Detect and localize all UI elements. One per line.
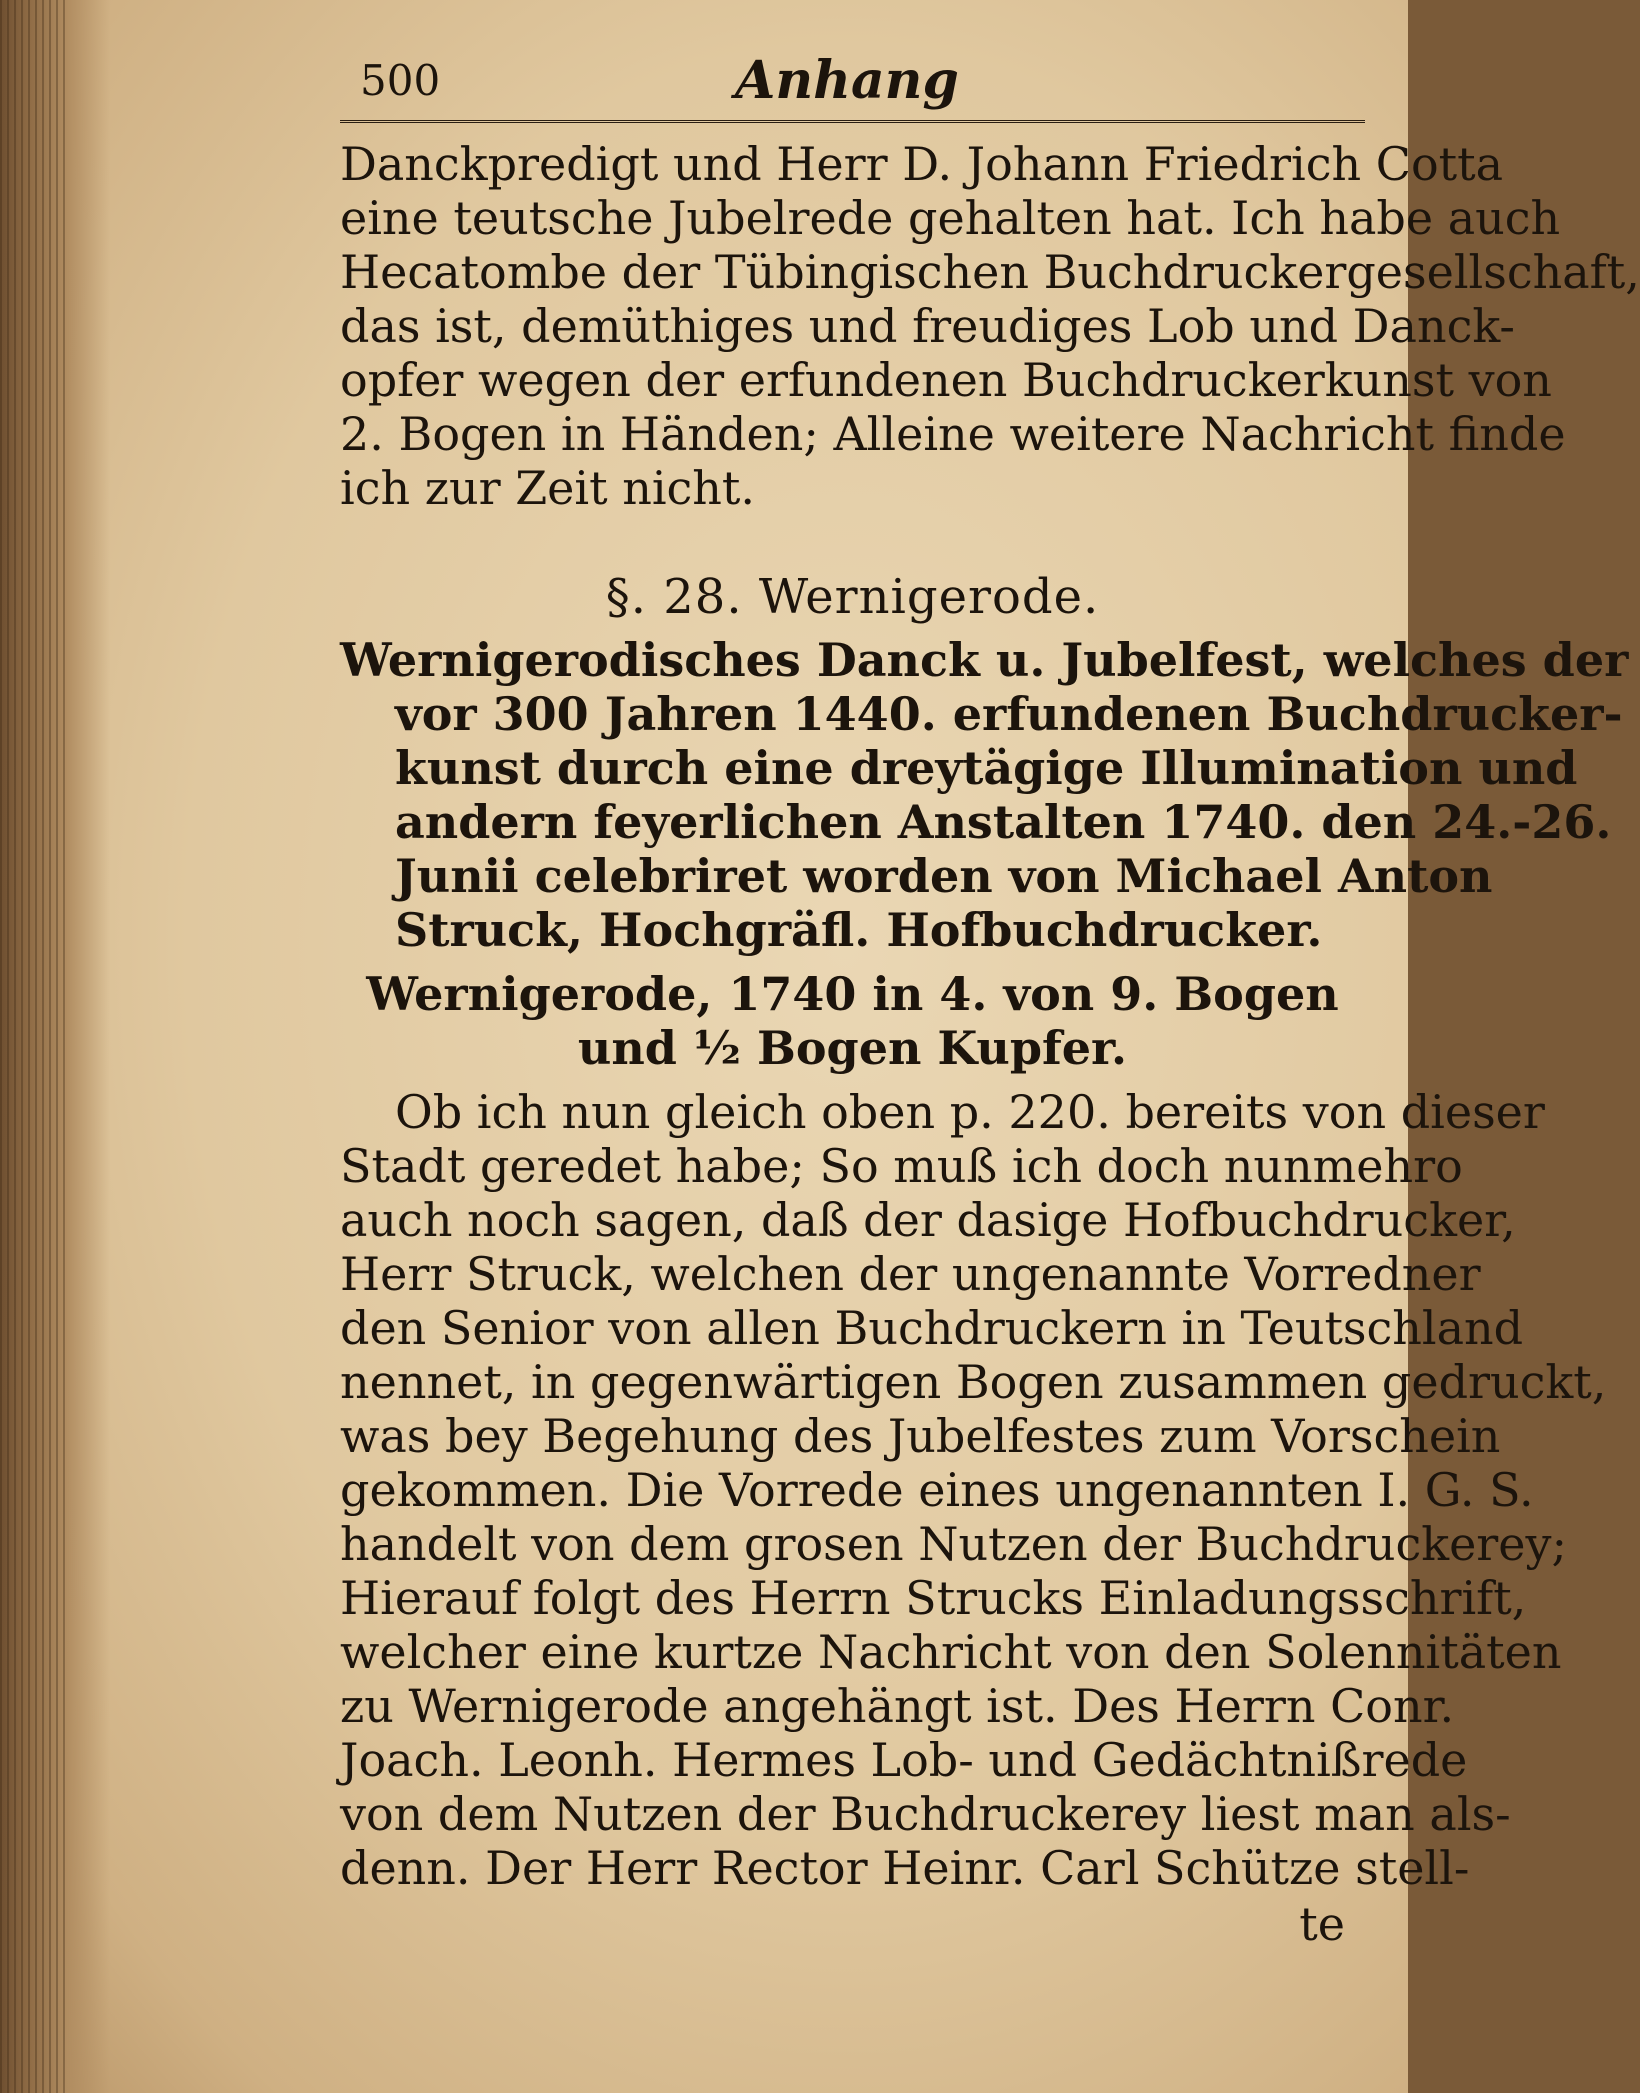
text-line: Ob ich nun gleich oben p. 220. bereits von dieser [395,1085,1545,1139]
title-line: Wernigerodisches Danck u. Jubelfest, welches der [340,633,1629,687]
title-entry [340,633,1629,957]
text-line: eine teutsche Jubelrede gehalten hat. Ich habe auch [340,191,1561,245]
text-line: Stadt geredet habe; So muß ich doch nunmehro [340,1139,1463,1193]
text-line: Hierauf folgt des Herrn Strucks Einladungsschrift, [340,1571,1527,1625]
text-line: das ist, demüthiges und freudiges Lob und Danck- [340,299,1515,353]
text-line: gekommen. Die Vorrede eines ungenannten I. G. S. [340,1463,1534,1517]
section-heading: §. 28. Wernigerode. [605,569,1100,625]
text-line: denn. Der Herr Rector Heinr. Carl Schütze stell- [340,1841,1470,1895]
title-line: kunst durch eine dreytägige Illumination und [395,741,1578,795]
title-line: Struck, Hochgräfl. Hofbuchdrucker. [395,903,1323,957]
running-head: Anhang [735,50,959,111]
text-line: Joach. Leonh. Hermes Lob- und Gedächtnißrede [340,1733,1468,1787]
page-header [340,40,1365,123]
imprint-line: Wernigerode, 1740 in 4. von 9. Bogen [366,967,1339,1021]
text-line: den Senior von allen Buchdruckern in Teutschland [340,1301,1524,1355]
body-paragraph [340,1085,1607,1895]
text-line: nennet, in gegenwärtigen Bogen zusammen gedruckt, [340,1355,1607,1409]
text-line: Danckpredigt und Herr D. Johann Friedrich Cotta [340,137,1504,191]
text-line: 2. Bogen in Händen; Alleine weitere Nachricht finde [340,407,1566,461]
text-line: Hecatombe der Tübingischen Buchdruckergesellschaft, [340,245,1640,299]
intro-paragraph [340,137,1640,515]
text-line: auch noch sagen, daß der dasige Hofbuchdrucker, [340,1193,1516,1247]
text-line: handelt von dem grosen Nutzen der Buchdruckerey; [340,1517,1567,1571]
text-line: was bey Begehung des Jubelfestes zum Vorschein [340,1409,1501,1463]
page-number: 500 [360,56,441,105]
catchword: te [1299,1897,1345,1951]
text-line: zu Wernigerode angehängt ist. Des Herrn Conr. [340,1679,1455,1733]
imprint [340,967,1365,1075]
text-block [340,40,1640,1951]
title-line: Junii celebriret worden von Michael Anton [395,849,1493,903]
imprint-line: und ½ Bogen Kupfer. [577,1021,1128,1075]
title-line: andern feyerlichen Anstalten 1740. den 24.-26. [395,795,1612,849]
page-edges [0,0,70,2093]
title-line: vor 300 Jahren 1440. erfundenen Buchdrucker- [395,687,1623,741]
text-line: Herr Struck, welchen der ungenannte Vorredner [340,1247,1481,1301]
text-line: welcher eine kurtze Nachricht von den Solennitäten [340,1625,1562,1679]
text-line: von dem Nutzen der Buchdruckerey liest man als- [340,1787,1511,1841]
text-line: opfer wegen der erfundenen Buchdruckerkunst von [340,353,1552,407]
text-line: ich zur Zeit nicht. [340,461,756,515]
